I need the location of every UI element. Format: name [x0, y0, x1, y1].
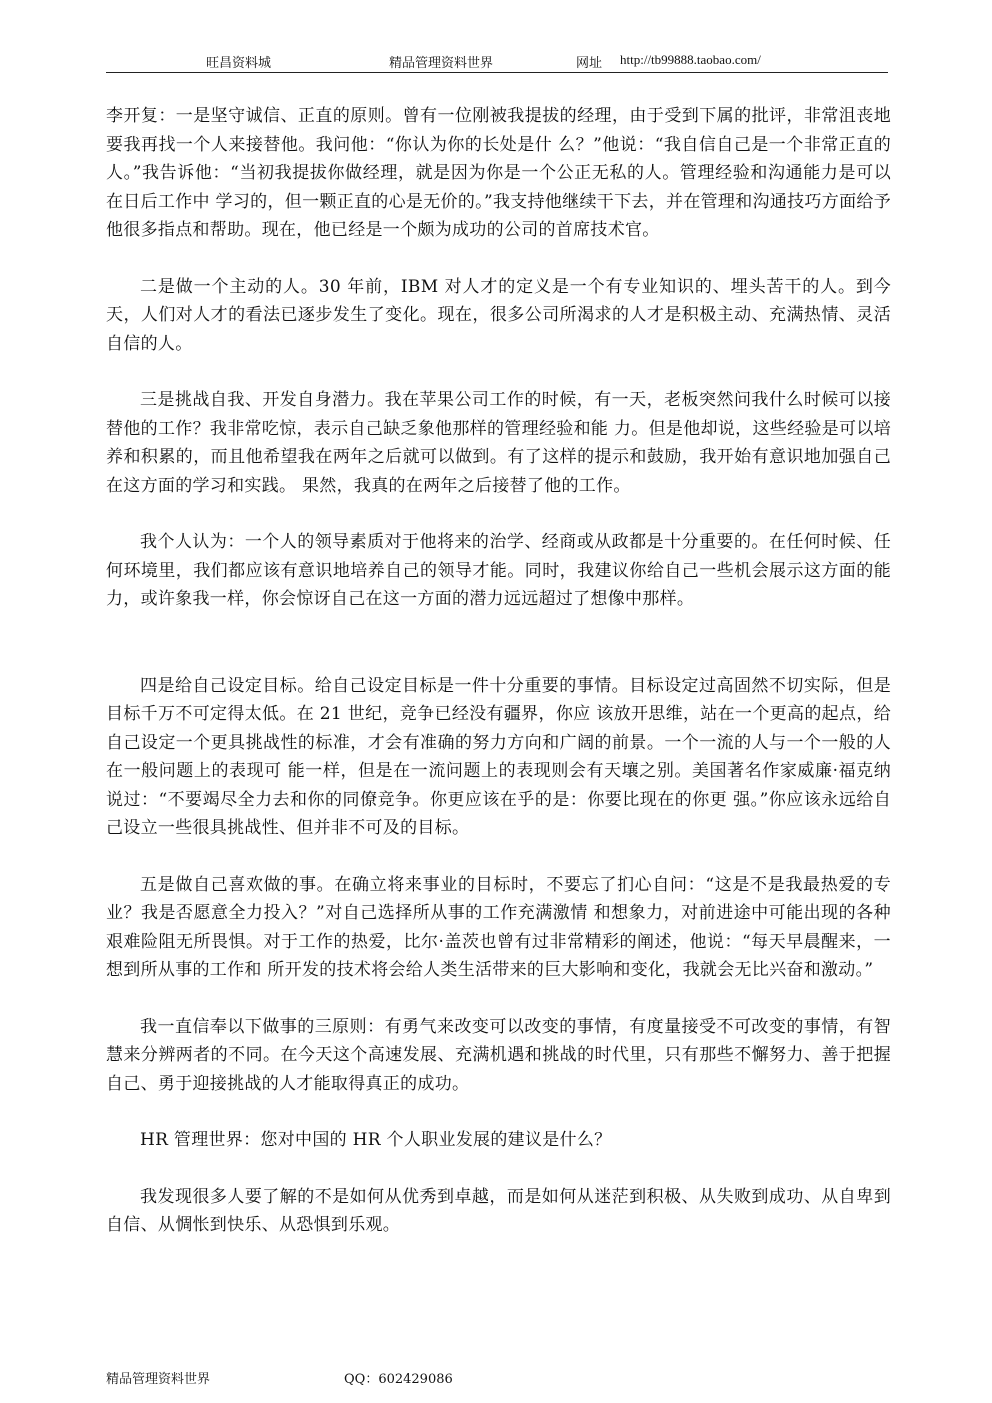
header-url-link[interactable]: http://tb99888.taobao.com/ [620, 52, 761, 67]
header-shop-name: 旺昌资料城 [206, 56, 272, 71]
paragraph-hr-question: HR 管理世界：您对中国的 HR 个人职业发展的建议是什么？ [140, 1130, 612, 1150]
document-body [106, 102, 891, 1268]
paragraph-integrity: 李开复：一是坚守诚信、正直的原则。曾有一位刚被我提拔的经理，由于受到下属的批评，非常沮丧地要我再找一个人来接替他。我问他：“你认为你的长处是什 么？”他说：“我自信自己是一个非常正直的人。”我告诉他：“当初我提拔你做经理，就是因为你是一个公正无私的人。管理经验和沟通能力是可以在日后工作中 学习的，但一颗正直的心是无价的。”我支持他继续干下去，并在管理和沟通技巧方面给予他很多指点和帮助。现在，他已经是一个颇为成功的公司的首席技术官。 [106, 106, 891, 240]
paragraph-challenge-self: 三是挑战自我、开发自身潜力。我在苹果公司工作的时候，有一天，老板突然问我什么时候可以接替他的工作？我非常吃惊，表示自己缺乏象他那样的管理经验和能 力。但是他却说，这些经验是可以培养和积累的，而且他希望我在两年之后就可以做到。有了这样的提示和鼓励，我开始有意识地加强自己在这方面的学习和实践。 果然，我真的在两年之后接替了他的工作。 [106, 390, 891, 496]
header-url-label: 网址 [576, 56, 603, 71]
page-header [106, 50, 888, 73]
footer-qq: QQ：602429086 [344, 1372, 453, 1387]
paragraph-proactive: 二是做一个主动的人。30 年前，IBM 对人才的定义是一个有专业知识的、埋头苦干的人。到今天，人们对人才的看法已逐步发生了变化。现在，很多公司所渴求的人才是积极主动、充满热情、灵活自信的人。 [106, 276, 891, 354]
footer-site-name: 精品管理资料世界 [106, 1372, 211, 1387]
paragraph-three-principles: 我一直信奉以下做事的三原则：有勇气来改变可以改变的事情，有度量接受不可改变的事情，有智慧来分辨两者的不同。在今天这个高速发展、充满机遇和挑战的时代里，只有那些不懈努力、善于把握自己、勇于迎接挑战的人才能取得真正的成功。 [106, 1016, 891, 1094]
paragraph-set-goals: 四是给自己设定目标。给自己设定目标是一件十分重要的事情。目标设定过高固然不切实际，但是目标千万不可定得太低。在 21 世纪，竞争已经没有疆界，你应 该放开思维，站在一个更高的起点，给自己设定一个更具挑战性的标准，才会有准确的努力方向和广阔的前景。一个一流的人与一个一般的人在一般问题上的表现可 能一样，但是在一流问题上的表现则会有天壤之别。美国著名作家威廉·福克纳说过：“不要竭尽全力去和你的同僚竞争。你更应该在乎的是：你要比现在的你更 强。”你应该永远给自己设立一些很具挑战性、但并非不可及的目标。 [106, 675, 891, 838]
header-site-name: 精品管理资料世界 [389, 56, 494, 71]
paragraph-answer: 我发现很多人要了解的不是如何从优秀到卓越，而是如何从迷茫到积极、从失败到成功、从自卑到自信、从惆怅到快乐、从恐惧到乐观。 [106, 1186, 891, 1235]
paragraph-leadership: 我个人认为：一个人的领导素质对于他将来的治学、经商或从政都是十分重要的。在任何时候、任何环境里，我们都应该有意识地培养自己的领导才能。同时，我建议你给自己一些机会展示这方面的能力，或许象我一样，你会惊讶自己在这一方面的潜力远远超过了想像中那样。 [106, 532, 891, 609]
paragraph-do-what-you-love: 五是做自己喜欢做的事。在确立将来事业的目标时，不要忘了扪心自问：“这是不是我最热爱的专业？我是否愿意全力投入？”对自己选择所从事的工作充满激情 和想象力，对前进途中可能出现的各种艰难险阻无所畏惧。对于工作的热爱，比尔·盖茨也曾有过非常精彩的阐述，他说：“每天早晨醒来，一想到所从事的工作和 所开发的技术将会给人类生活带来的巨大影响和变化，我就会无比兴奋和激动。” [106, 874, 891, 980]
